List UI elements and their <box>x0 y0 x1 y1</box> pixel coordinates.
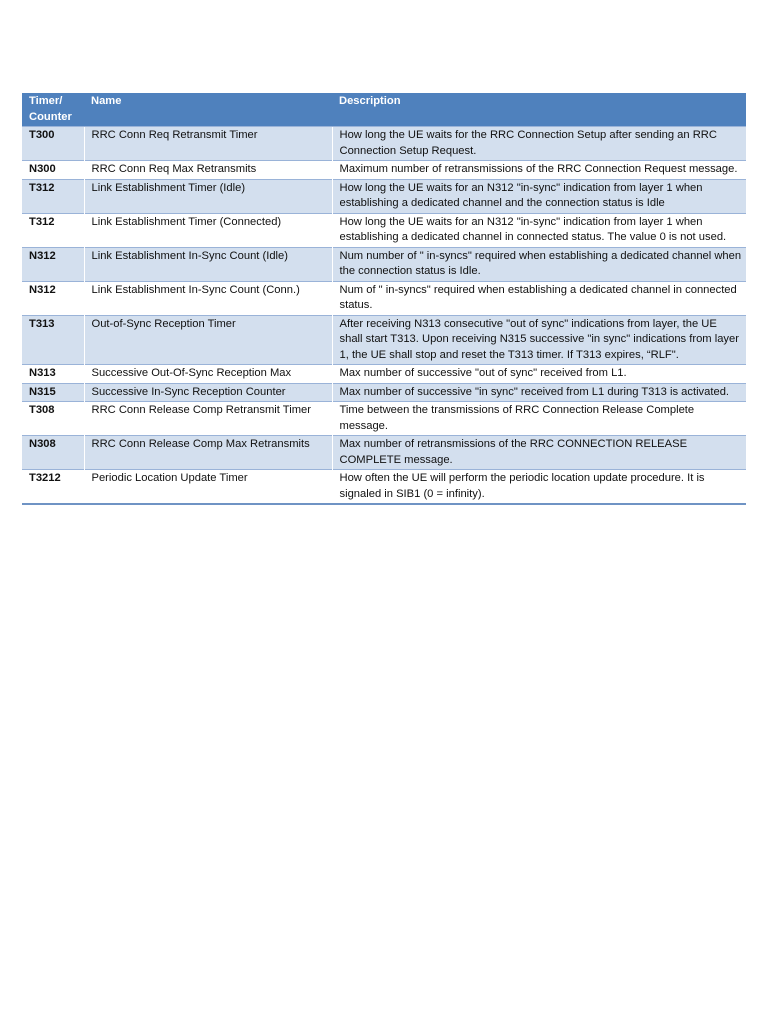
timer-code-cell: T3212 <box>22 470 84 505</box>
timer-description-cell: How often the UE will perform the periodic location update procedure. It is signaled in SIB1 (0 = infinity). <box>332 470 746 505</box>
timer-name-cell: Link Establishment In-Sync Count (Idle) <box>84 247 332 281</box>
timer-name-cell: Link Establishment Timer (Connected) <box>84 213 332 247</box>
timer-code-cell: N308 <box>22 436 84 470</box>
table-row <box>22 247 746 281</box>
timer-name-cell: Out-of-Sync Reception Timer <box>84 315 332 365</box>
timer-name-cell: RRC Conn Release Comp Retransmit Timer <box>84 402 332 436</box>
timer-code-cell: N300 <box>22 161 84 180</box>
table-row <box>22 402 746 436</box>
timer-description-cell: Num of " in-syncs" required when establishing a dedicated channel in connected status. <box>332 281 746 315</box>
column-header-timer-counter: Timer/ Counter <box>22 93 84 127</box>
timer-name-cell: Periodic Location Update Timer <box>84 470 332 505</box>
timer-code-cell: T308 <box>22 402 84 436</box>
table-row <box>22 383 746 402</box>
table-row <box>22 281 746 315</box>
timer-name-cell: RRC Conn Release Comp Max Retransmits <box>84 436 332 470</box>
timer-description-cell: Num number of " in-syncs" required when establishing a dedicated channel when the connection status is Idle. <box>332 247 746 281</box>
timers-table <box>22 93 746 505</box>
timer-code-cell: T312 <box>22 179 84 213</box>
timer-description-cell: Time between the transmissions of RRC Connection Release Complete message. <box>332 402 746 436</box>
timer-description-cell: How long the UE waits for the RRC Connection Setup after sending an RRC Connection Setup Request. <box>332 127 746 161</box>
table-row <box>22 179 746 213</box>
table-row <box>22 213 746 247</box>
timer-description-cell: Max number of successive "in sync" received from L1 during T313 is activated. <box>332 383 746 402</box>
timer-name-cell: Link Establishment Timer (Idle) <box>84 179 332 213</box>
table-body <box>22 127 746 505</box>
timer-code-cell: T312 <box>22 213 84 247</box>
timer-code-cell: N312 <box>22 281 84 315</box>
timer-name-cell: Successive Out-Of-Sync Reception Max <box>84 365 332 384</box>
timer-description-cell: How long the UE waits for an N312 "in-sync" indication from layer 1 when establishing a dedicated channel and the connection status is Idle <box>332 179 746 213</box>
table-row <box>22 161 746 180</box>
table-row <box>22 315 746 365</box>
timer-code-cell: N313 <box>22 365 84 384</box>
table-header <box>22 93 746 127</box>
timer-name-cell: RRC Conn Req Max Retransmits <box>84 161 332 180</box>
table-row <box>22 127 746 161</box>
timer-name-cell: Successive In-Sync Reception Counter <box>84 383 332 402</box>
column-header-name: Name <box>84 93 332 127</box>
table-row <box>22 470 746 505</box>
timer-name-cell: RRC Conn Req Retransmit Timer <box>84 127 332 161</box>
timer-code-cell: T300 <box>22 127 84 161</box>
timer-description-cell: After receiving N313 consecutive "out of sync" indications from layer, the UE shall start T313. Upon receiving N315 successive "in sync" indications from layer 1, the UE shall stop and reset the T313 timer. If T313 expires, “RLF". <box>332 315 746 365</box>
table-row <box>22 365 746 384</box>
timer-description-cell: How long the UE waits for an N312 "in-sync" indication from layer 1 when establishing a dedicated channel in connected status. The value 0 is not used. <box>332 213 746 247</box>
timer-code-cell: T313 <box>22 315 84 365</box>
timer-code-cell: N315 <box>22 383 84 402</box>
timer-code-cell: N312 <box>22 247 84 281</box>
timer-description-cell: Max number of retransmissions of the RRC CONNECTION RELEASE COMPLETE message. <box>332 436 746 470</box>
timer-name-cell: Link Establishment In-Sync Count (Conn.) <box>84 281 332 315</box>
timer-description-cell: Max number of successive "out of sync" received from L1. <box>332 365 746 384</box>
timer-description-cell: Maximum number of retransmissions of the RRC Connection Request message. <box>332 161 746 180</box>
header-row <box>22 93 746 127</box>
column-header-description: Description <box>332 93 746 127</box>
table-row <box>22 436 746 470</box>
